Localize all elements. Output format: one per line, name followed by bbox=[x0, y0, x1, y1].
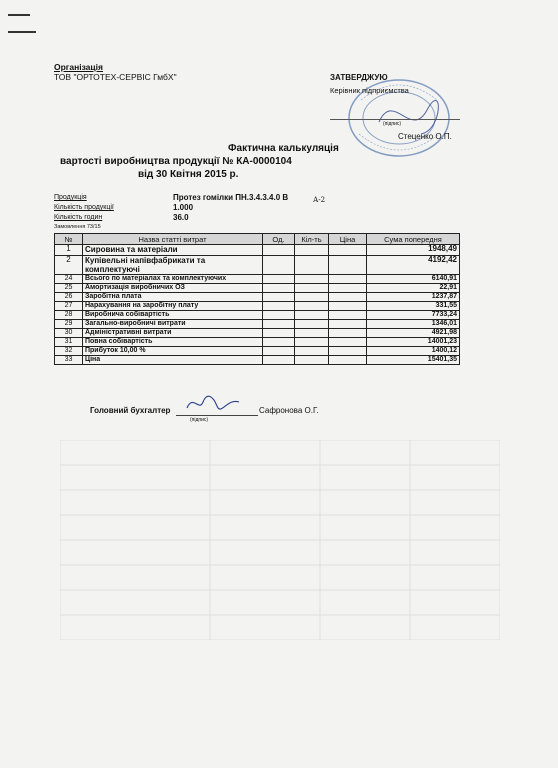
row-price bbox=[329, 356, 367, 365]
column-header-sum: Сума попередня bbox=[367, 234, 460, 245]
table-row bbox=[55, 338, 460, 347]
row-name: Всього по матеріалах та комплектуючих bbox=[83, 275, 263, 284]
row-quantity bbox=[295, 302, 329, 311]
row-sum: 1400,12 bbox=[367, 347, 460, 356]
quantity-label: Кількість продукції bbox=[54, 204, 114, 211]
bleed-through-grid bbox=[60, 440, 500, 640]
row-quantity bbox=[295, 329, 329, 338]
head-label: Керівник підприємства bbox=[330, 86, 409, 95]
row-sum: 1237,87 bbox=[367, 293, 460, 302]
row-number: 28 bbox=[55, 311, 83, 320]
row-name: Повна собівартість bbox=[83, 338, 263, 347]
row-price bbox=[329, 256, 367, 275]
scan-mark-bottom bbox=[8, 31, 36, 33]
document-date: від 30 Квітня 2015 р. bbox=[138, 169, 239, 180]
document-subtitle: вартості виробництва продукції № КА-0000104 bbox=[60, 156, 292, 167]
row-unit bbox=[263, 356, 295, 365]
row-price bbox=[329, 302, 367, 311]
row-sum: 1346,01 bbox=[367, 320, 460, 329]
table-row bbox=[55, 245, 460, 256]
accountant-signature-line bbox=[176, 415, 258, 416]
row-price bbox=[329, 338, 367, 347]
row-name: Виробнича собівартість bbox=[83, 311, 263, 320]
product-label: Продукція bbox=[54, 194, 87, 201]
row-name: Загально-виробничі витрати bbox=[83, 320, 263, 329]
row-unit bbox=[263, 338, 295, 347]
column-header-unit: Од. bbox=[263, 234, 295, 245]
row-number: 27 bbox=[55, 302, 83, 311]
row-quantity bbox=[295, 311, 329, 320]
row-price bbox=[329, 275, 367, 284]
column-header-price: Ціна bbox=[329, 234, 367, 245]
row-number: 33 bbox=[55, 356, 83, 365]
cost-table bbox=[54, 233, 460, 365]
row-number: 24 bbox=[55, 275, 83, 284]
table-row bbox=[55, 320, 460, 329]
row-name: Сировина та матеріали bbox=[83, 245, 263, 256]
order-number: Замовлення 73/15 bbox=[54, 224, 101, 230]
row-number: 2 bbox=[55, 256, 83, 275]
row-number: 1 bbox=[55, 245, 83, 256]
approve-label: ЗАТВЕРДЖУЮ bbox=[330, 73, 388, 82]
row-quantity bbox=[295, 347, 329, 356]
row-unit bbox=[263, 302, 295, 311]
row-quantity bbox=[295, 320, 329, 329]
row-price bbox=[329, 245, 367, 256]
organization-name: ТОВ "ОРТОТЕХ-СЕРВІС ГмбХ" bbox=[54, 72, 177, 82]
row-sum: 4192,42 bbox=[367, 256, 460, 275]
row-name: Заробітна плата bbox=[83, 293, 263, 302]
row-sum: 22,91 bbox=[367, 284, 460, 293]
quantity-value: 1.000 bbox=[173, 203, 194, 212]
row-quantity bbox=[295, 338, 329, 347]
row-quantity bbox=[295, 275, 329, 284]
row-sum: 4921,98 bbox=[367, 329, 460, 338]
row-unit bbox=[263, 245, 295, 256]
row-price bbox=[329, 311, 367, 320]
row-unit bbox=[263, 293, 295, 302]
table-row bbox=[55, 302, 460, 311]
row-quantity bbox=[295, 284, 329, 293]
row-price bbox=[329, 320, 367, 329]
row-quantity bbox=[295, 256, 329, 275]
row-name: Нарахування на заробітну плату bbox=[83, 302, 263, 311]
table-row bbox=[55, 347, 460, 356]
row-unit bbox=[263, 275, 295, 284]
row-sum: 7733,24 bbox=[367, 311, 460, 320]
head-signature-line bbox=[330, 119, 460, 120]
row-quantity bbox=[295, 293, 329, 302]
row-unit bbox=[263, 320, 295, 329]
accountant-label: Головний бухгалтер bbox=[90, 406, 171, 415]
product-handwritten-note: А-2 bbox=[313, 196, 326, 204]
table-row bbox=[55, 284, 460, 293]
table-row bbox=[55, 293, 460, 302]
table-row bbox=[55, 356, 460, 365]
row-number: 29 bbox=[55, 320, 83, 329]
row-number: 30 bbox=[55, 329, 83, 338]
table-row bbox=[55, 256, 460, 275]
product-value: Протез гомілки ПН.3.4.3.4.0 В bbox=[173, 193, 289, 202]
row-price bbox=[329, 284, 367, 293]
row-number: 31 bbox=[55, 338, 83, 347]
row-unit bbox=[263, 256, 295, 275]
row-number: 26 bbox=[55, 293, 83, 302]
document-title: Фактична калькуляція bbox=[228, 143, 339, 154]
row-unit bbox=[263, 347, 295, 356]
column-header-name: Назва статті витрат bbox=[83, 234, 263, 245]
column-header-number: № bbox=[55, 234, 83, 245]
hours-label: Кількість годин bbox=[54, 214, 103, 221]
row-unit bbox=[263, 329, 295, 338]
row-price bbox=[329, 329, 367, 338]
column-header-quantity: Кіл-ть bbox=[295, 234, 329, 245]
row-number: 25 bbox=[55, 284, 83, 293]
row-name: Прибуток 10,00 % bbox=[83, 347, 263, 356]
table-row bbox=[55, 329, 460, 338]
row-number: 32 bbox=[55, 347, 83, 356]
row-name: Адміністративні витрати bbox=[83, 329, 263, 338]
head-signature-caption: (підпис) bbox=[383, 121, 402, 127]
row-name: Купівельні напівфабрикати та комплектуючі bbox=[83, 256, 263, 275]
row-sum: 15401,35 bbox=[367, 356, 460, 365]
row-unit bbox=[263, 284, 295, 293]
row-sum: 1948,49 bbox=[367, 245, 460, 256]
table-row bbox=[55, 311, 460, 320]
table-row bbox=[55, 275, 460, 284]
table-header-row bbox=[55, 234, 460, 245]
accountant-name: Сафронова О.Г. bbox=[259, 406, 319, 415]
row-unit bbox=[263, 311, 295, 320]
row-name: Ціна bbox=[83, 356, 263, 365]
row-quantity bbox=[295, 356, 329, 365]
company-stamp bbox=[343, 70, 455, 160]
organization-title: Організація bbox=[54, 62, 103, 72]
scan-mark-top bbox=[8, 14, 30, 16]
hours-value: 36.0 bbox=[173, 213, 189, 222]
row-price bbox=[329, 293, 367, 302]
row-sum: 14001,23 bbox=[367, 338, 460, 347]
row-sum: 6140,91 bbox=[367, 275, 460, 284]
accountant-signature-caption: (підпис) bbox=[190, 417, 209, 423]
row-quantity bbox=[295, 245, 329, 256]
row-price bbox=[329, 347, 367, 356]
row-name: Амортизація виробничих ОЗ bbox=[83, 284, 263, 293]
row-sum: 331,55 bbox=[367, 302, 460, 311]
head-name: Стеценко О.П. bbox=[398, 132, 452, 141]
